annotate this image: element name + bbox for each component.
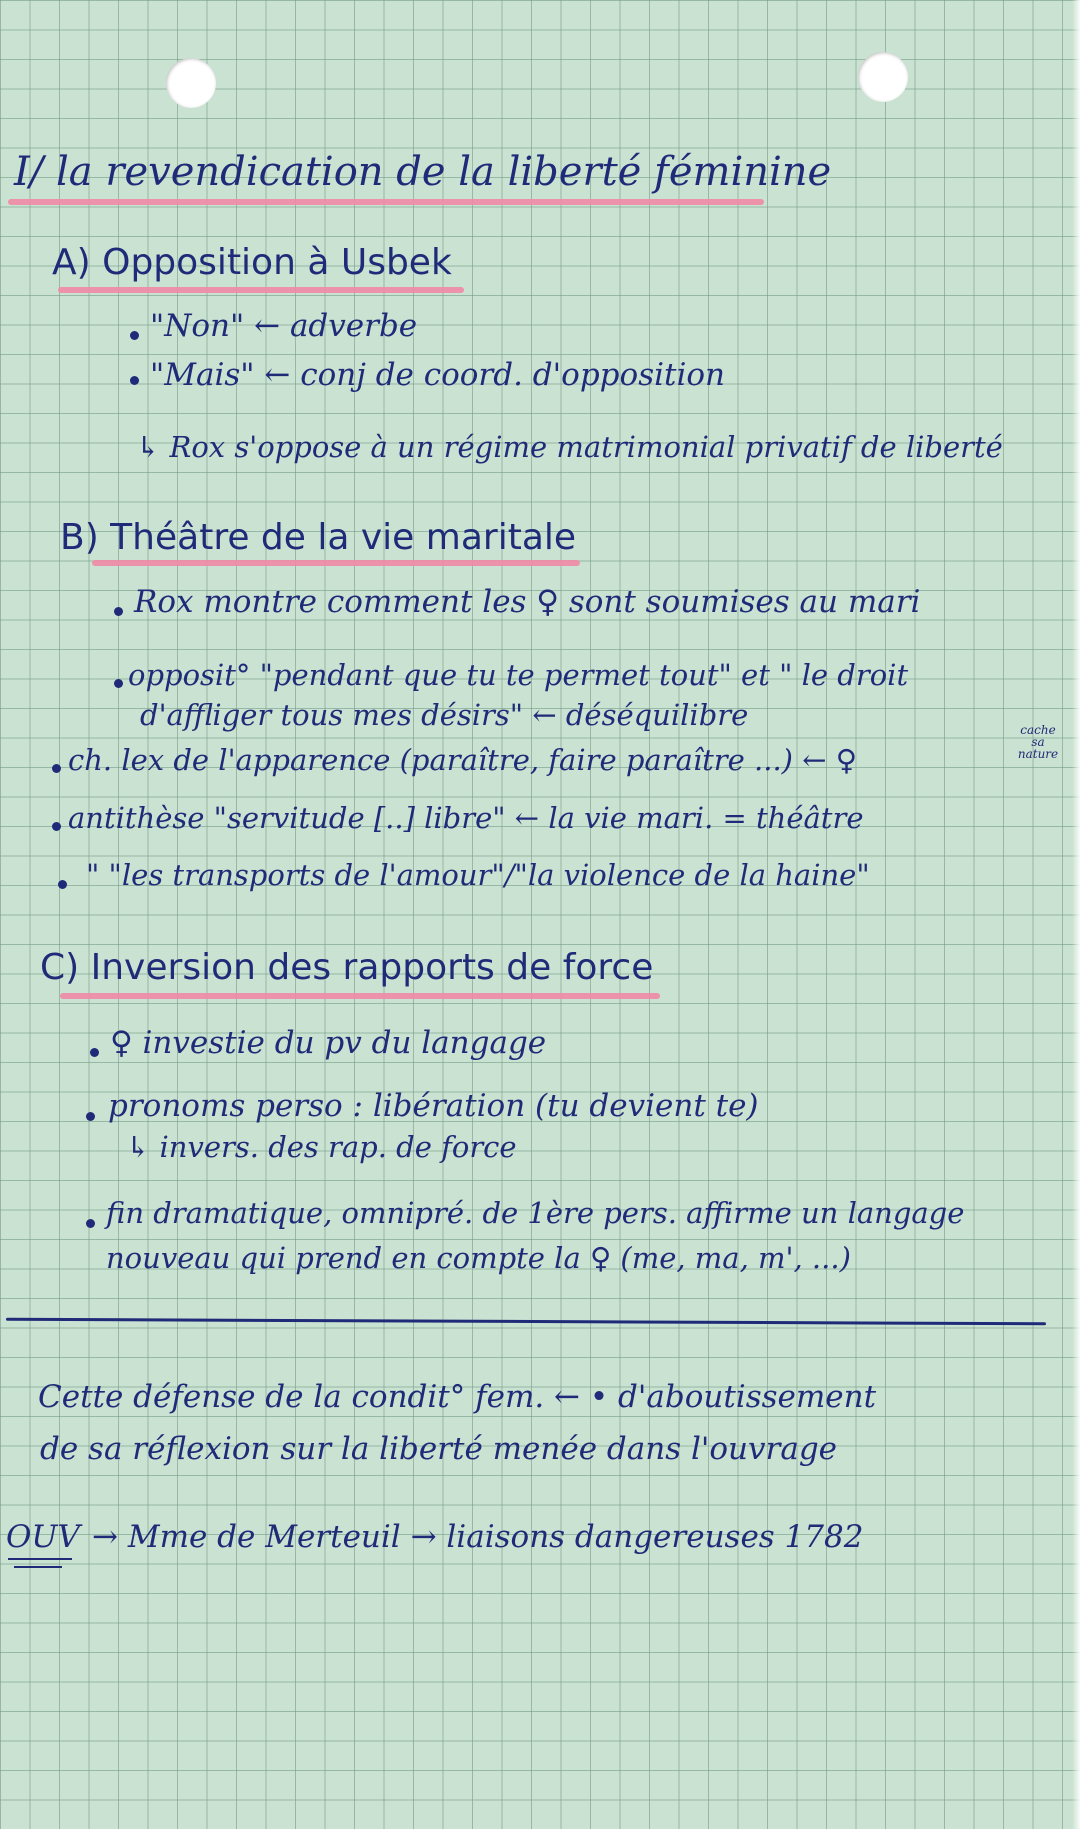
bullet bbox=[130, 331, 139, 340]
margin-note bbox=[1002, 724, 1074, 760]
line-b-3: d'affliger tous mes désirs" ← déséquilibre bbox=[140, 698, 749, 732]
line-c-2: pronoms perso : libération (tu devient te) bbox=[108, 1088, 759, 1124]
line-c-4: fin dramatique, omnipré. de 1ère pers. affirme un langage bbox=[106, 1196, 965, 1230]
divider-line bbox=[6, 1318, 1046, 1326]
margin-note-line: sa bbox=[1031, 735, 1045, 749]
line-c-1: ♀ investie du pv du langage bbox=[110, 1025, 547, 1061]
bullet bbox=[58, 880, 67, 889]
bullet bbox=[86, 1112, 95, 1121]
bullet bbox=[52, 822, 61, 831]
conclusion-line-1: Cette défense de la condit° fem. ← • d'aboutissement bbox=[38, 1379, 877, 1415]
punch-hole-left bbox=[166, 58, 216, 108]
line-b-4: ch. lex de l'apparence (paraître, faire paraître ...) ← ♀ bbox=[68, 743, 857, 777]
line-a-3: ↳ Rox s'oppose à un régime matrimonial privatif de liberté bbox=[136, 430, 1003, 464]
title-highlight bbox=[8, 199, 764, 205]
heading-a: A) Opposition à Usbek bbox=[52, 242, 452, 283]
margin-note-line: cache bbox=[1020, 723, 1056, 737]
conclusion-line-2: de sa réflexion sur la liberté menée dans l'ouvrage bbox=[40, 1431, 838, 1467]
bullet bbox=[90, 1048, 99, 1057]
section-title: I/ la revendication de la liberté féminine bbox=[14, 149, 832, 195]
line-b-5: antithèse "servitude [..] libre" ← la vie mari. = théâtre bbox=[68, 801, 864, 835]
line-a-1: "Non" ← adverbe bbox=[150, 308, 418, 344]
heading-b-highlight bbox=[92, 560, 580, 566]
ouverture-text: → Mme de Merteuil → liaisons dangereuses 1782 bbox=[92, 1519, 864, 1555]
punch-hole-right bbox=[858, 52, 908, 102]
ouverture-label: OUV bbox=[6, 1519, 80, 1555]
heading-c: C) Inversion des rapports de force bbox=[40, 947, 654, 988]
bullet bbox=[114, 679, 123, 688]
heading-c-highlight bbox=[60, 993, 660, 999]
bullet bbox=[114, 607, 123, 616]
line-b-2: opposit° "pendant que tu te permet tout" et " le droit bbox=[128, 658, 909, 692]
bullet bbox=[86, 1219, 95, 1228]
line-b-1: Rox montre comment les ♀ sont soumises au mari bbox=[134, 584, 921, 620]
line-c-5: nouveau qui prend en compte la ♀ (me, ma, m', ...) bbox=[106, 1241, 851, 1275]
heading-a-highlight bbox=[58, 287, 464, 293]
line-b-6: " "les transports de l'amour"/"la violence de la haine" bbox=[86, 858, 870, 892]
bullet bbox=[52, 764, 61, 773]
heading-b: B) Théâtre de la vie maritale bbox=[60, 517, 577, 558]
line-a-2: "Mais" ← conj de coord. d'opposition bbox=[150, 357, 726, 393]
ouverture-underline bbox=[14, 1566, 62, 1568]
ouverture-underline bbox=[8, 1558, 72, 1560]
bullet bbox=[130, 376, 139, 385]
margin-note-line: nature bbox=[1017, 747, 1059, 761]
line-c-3: ↳ invers. des rap. de force bbox=[126, 1130, 517, 1164]
